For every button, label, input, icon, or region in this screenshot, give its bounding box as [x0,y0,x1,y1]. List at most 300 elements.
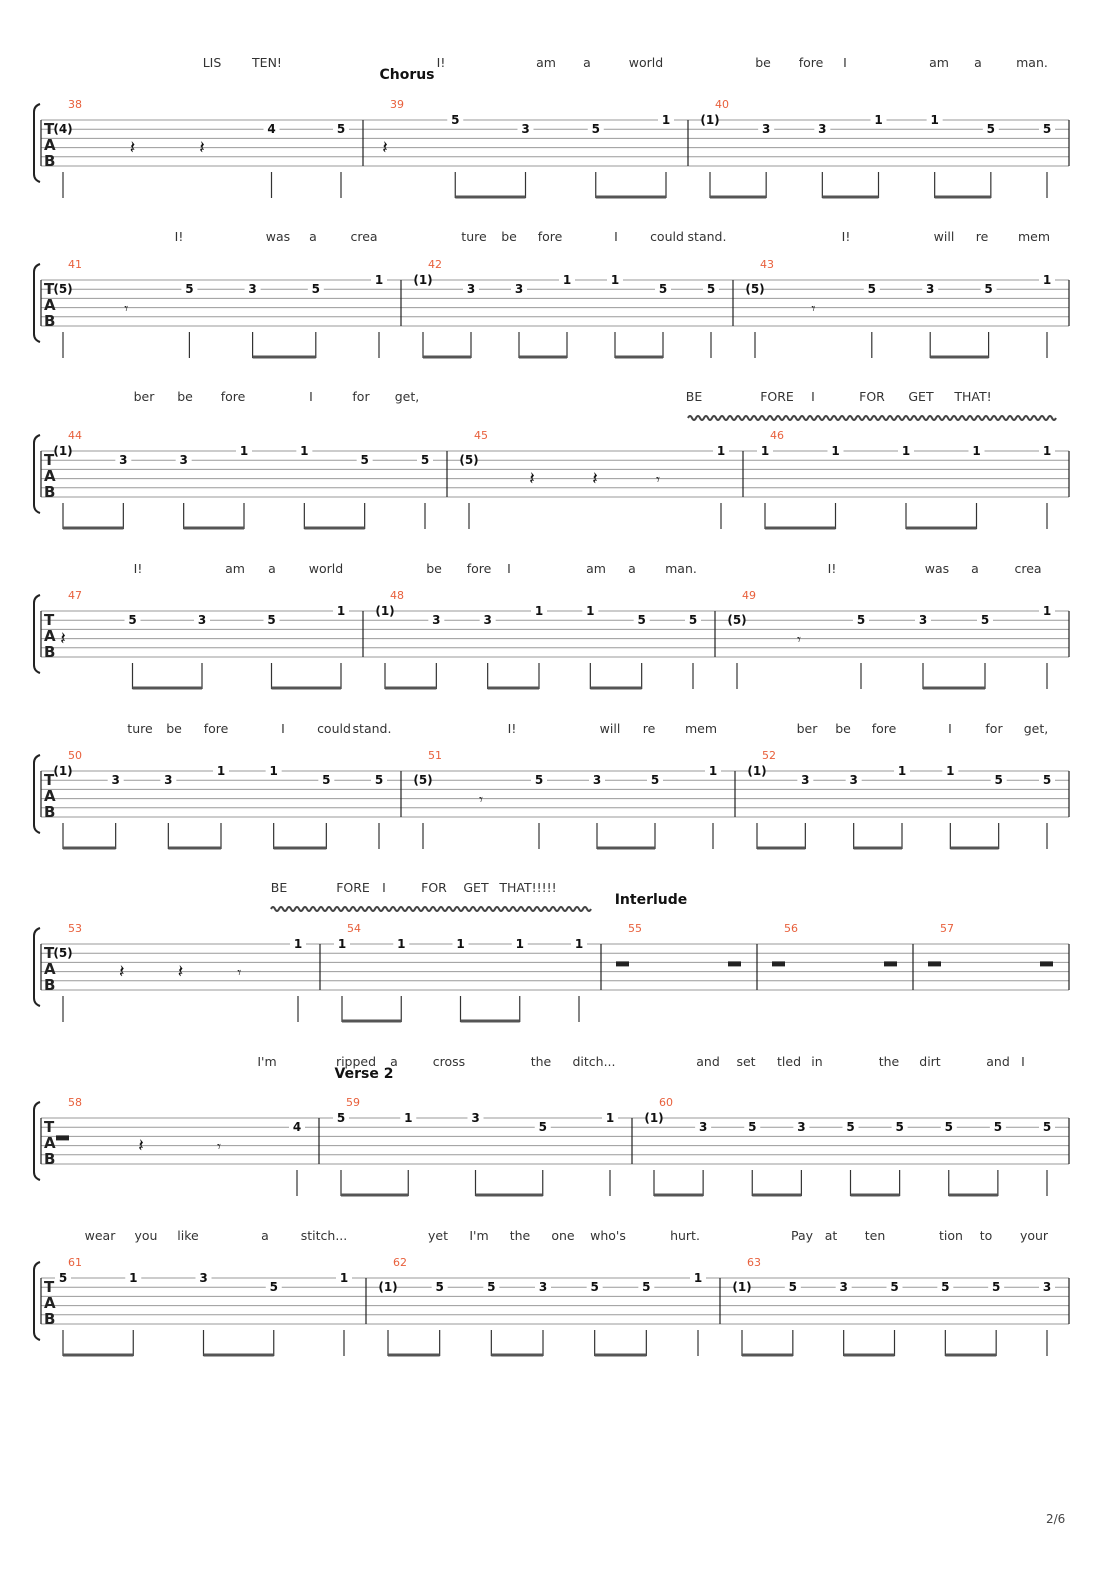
fret-number: 1 [339,1271,349,1285]
fret-number: 5 [748,1120,757,1135]
measure-number: 51 [428,749,442,762]
lyric-syllable: fore [798,55,824,70]
lyric-syllable: yet [428,1228,448,1243]
lyric-syllable: I! [133,561,143,576]
section-label: Chorus [379,67,435,83]
fret-number: (1) [413,273,433,287]
lyric-syllable: I [811,389,815,404]
fret-number: 1 [337,937,347,951]
lyric-syllable: will [599,721,621,736]
fret-number: 5 [941,1280,950,1295]
lyric-syllable: BE [685,389,703,404]
fret-number: 1 [404,1111,413,1125]
page-number: 2/6 [1046,1512,1066,1526]
fret-number: 5 [986,122,996,137]
fret-number: 5 [1042,122,1052,137]
vibrato-line [688,416,1056,420]
lyric-syllable: I! [507,721,517,736]
lyric-syllable: TEN! [252,55,282,70]
fret-number: 3 [801,773,810,788]
fret-number: 5 [311,282,320,297]
lyric-syllable: be [177,389,193,404]
fret-number: 5 [846,1120,855,1135]
fret-number: 5 [658,282,668,297]
lyric-syllable: and [696,1054,720,1069]
eighth-rest: 𝄾 [656,470,660,489]
lyric-syllable: I! [436,55,446,70]
fret-number: (1) [375,604,395,618]
fret-number: 5 [944,1120,953,1135]
fret-number: 1 [534,604,544,618]
eighth-rest: 𝄾 [217,1137,221,1156]
lyric-syllable: ture [461,229,487,244]
fret-number: 5 [336,1111,346,1125]
lyric-syllable: like [177,1228,199,1243]
tab-clef-letter: T [44,944,55,962]
lyric-syllable: LIS [202,55,222,70]
tab-clef-letter: B [44,312,56,330]
fret-number: 1 [293,937,303,951]
lyric-syllable: set [736,1054,756,1069]
fret-number: 5 [58,1271,68,1285]
lyric-syllable: get, [1023,721,1049,736]
fret-number: 5 [185,282,194,297]
lyric-syllable: the [509,1228,531,1243]
eighth-rest: 𝄾 [811,299,816,318]
lyric-syllable: am [929,55,949,70]
quarter-rest: 𝄽 [118,961,125,983]
tab-clef-letter: A [44,960,56,978]
lyric-syllable: GET [463,880,489,895]
fret-number: (1) [53,444,73,458]
fret-number: 1 [129,1271,138,1285]
fret-number: 5 [322,773,331,788]
lyric-syllable: I [843,55,847,70]
lyric-syllable: I [948,721,952,736]
fret-number: 1 [1042,444,1052,458]
lyric-syllable: ten [864,1228,886,1243]
fret-number: 4 [292,1120,302,1135]
quarter-rest: 𝄽 [382,137,388,159]
fret-number: 3 [514,282,524,297]
lyric-syllable: a [974,55,982,70]
measure-number: 56 [784,922,798,935]
tab-clef-letter: T [44,120,55,138]
lyric-syllable: I [614,229,618,244]
measure-number: 39 [390,98,404,111]
fret-number: 5 [890,1280,899,1295]
tab-clef-letter: T [44,1278,55,1296]
lyric-syllable: at [824,1228,838,1243]
lyric-syllable: I! [174,229,184,244]
fret-number: 5 [360,453,369,468]
fret-number: (5) [459,453,479,468]
lyric-syllable: to [979,1228,993,1243]
lyric-syllable: FOR [859,389,885,404]
tab-clef-letter: A [44,467,56,485]
fret-number: 1 [693,1271,703,1285]
lyric-syllable: I! [827,561,837,576]
system-bracket [34,755,40,833]
lyric-syllable: the [530,1054,552,1069]
lyric-syllable: FORE [336,880,370,895]
tab-clef-letter: A [44,1134,56,1152]
lyric-syllable: stitch... [300,1228,348,1243]
fret-number: 5 [980,613,990,628]
fret-number: 5 [856,613,866,628]
half-rest [884,961,897,966]
fret-number: (5) [413,773,433,788]
lyric-syllable: hurt. [670,1228,700,1243]
lyric-syllable: world [308,561,344,576]
fret-number: 3 [111,773,120,788]
lyric-syllable: am [586,561,606,576]
fret-number: 3 [248,282,257,297]
fret-number: 5 [374,773,384,788]
measure-number: 44 [68,429,82,442]
quarter-rest: 𝄽 [199,137,205,159]
vibrato-line [271,907,591,911]
fret-number: 1 [760,444,770,458]
quarter-rest: 𝄽 [529,468,535,490]
lyric-syllable: you [134,1228,158,1243]
fret-number: (1) [700,113,720,127]
measure-number: 40 [715,98,729,111]
fret-number: 3 [1042,1280,1052,1295]
fret-number: 5 [642,1280,651,1295]
lyric-syllable: could [650,229,684,244]
lyric-syllable: I [281,721,285,736]
lyric-syllable: stand. [352,721,392,736]
fret-number: 5 [538,1120,547,1135]
tab-clef-letter: T [44,451,55,469]
fret-number: 1 [397,937,406,951]
system-bracket [34,264,40,342]
fret-number: 5 [650,773,660,788]
fret-number: 1 [874,113,883,127]
fret-number: 5 [788,1280,798,1295]
fret-number: 3 [538,1280,548,1295]
fret-number: 3 [698,1120,708,1135]
lyric-syllable: crea [350,229,378,244]
lyric-syllable: fore [871,721,897,736]
half-rest [728,961,741,966]
fret-number: 5 [991,1280,1001,1295]
fret-number: 5 [591,122,600,137]
lyric-syllable: fore [220,389,246,404]
fret-number: 5 [1042,773,1052,788]
fret-number: (5) [745,282,765,297]
tab-clef-letter: A [44,787,56,805]
fret-number: 5 [867,282,876,297]
measure-number: 41 [68,258,82,271]
fret-number: 4 [267,122,276,137]
half-rest [928,961,941,966]
fret-number: 3 [179,453,188,468]
lyric-syllable: re [642,721,656,736]
lyric-syllable: one [551,1228,575,1243]
fret-number: 1 [515,937,524,951]
lyric-syllable: a [261,1228,269,1243]
fret-number: (1) [747,764,767,778]
fret-number: 5 [267,613,276,628]
quarter-rest: 𝄽 [60,628,66,650]
eighth-rest: 𝄾 [479,790,483,809]
fret-number: 3 [839,1280,848,1295]
measure-number: 53 [68,922,82,935]
lyric-syllable: was [265,229,291,244]
fret-number: (5) [53,946,73,961]
fret-number: 3 [164,773,173,788]
lyric-syllable: your [1019,1228,1049,1243]
measure-number: 50 [68,749,82,762]
tab-clef-letter: B [44,152,56,170]
lyric-syllable: Pay [790,1228,814,1243]
lyric-syllable: FORE [760,389,794,404]
fret-number: 5 [984,282,993,297]
half-rest [1040,961,1053,966]
system-bracket [34,104,40,182]
lyric-syllable: FOR [421,880,447,895]
fret-number: 5 [1042,1120,1052,1135]
lyric-syllable: and [986,1054,1010,1069]
fret-number: 5 [688,613,698,628]
lyric-syllable: was [924,561,950,576]
fret-number: 5 [994,773,1003,788]
quarter-rest: 𝄽 [177,961,184,983]
fret-number: 3 [432,613,441,628]
fret-number: (5) [53,282,73,297]
section-label: Interlude [614,892,688,908]
lyric-syllable: tion [939,1228,963,1243]
fret-number: 1 [1042,273,1052,287]
fret-number: 3 [849,773,858,788]
tab-clef-letter: B [44,1150,56,1168]
fret-number: 5 [534,773,544,788]
measure-number: 42 [428,258,442,271]
fret-number: 1 [239,444,249,458]
fret-number: 3 [761,122,771,137]
fret-number: (5) [727,613,747,628]
fret-number: 5 [706,282,716,297]
lyric-syllable: for [985,721,1003,736]
lyric-syllable: be [501,229,517,244]
lyric-syllable: get, [394,389,420,404]
measure-number: 62 [393,1256,407,1269]
measure-number: 63 [747,1256,761,1269]
system-bracket [34,928,40,1006]
fret-number: 1 [574,937,584,951]
lyric-syllable: will [933,229,955,244]
fret-number: 3 [797,1120,806,1135]
system-bracket [34,1262,40,1340]
measure-number: 48 [390,589,404,602]
fret-number: 1 [661,113,671,127]
lyric-syllable: tled [777,1054,801,1069]
tab-clef-letter: A [44,296,56,314]
lyric-syllable: fore [203,721,229,736]
measure-number: 54 [347,922,361,935]
lyric-syllable: mem [684,721,718,736]
tab-clef-letter: T [44,611,55,629]
tab-clef-letter: B [44,803,56,821]
measure-number: 46 [770,429,784,442]
section-label: Verse 2 [334,1066,394,1082]
lyric-syllable: ditch... [572,1054,616,1069]
lyric-syllable: stand. [687,229,727,244]
fret-number: 3 [119,453,128,468]
fret-number: 5 [487,1280,496,1295]
fret-number: 1 [374,273,384,287]
lyric-syllable: BE [270,880,288,895]
measure-number: 49 [742,589,756,602]
fret-number: 3 [926,282,935,297]
fret-number: 3 [466,282,476,297]
fret-number: (1) [732,1280,752,1295]
fret-number: 1 [216,764,226,778]
lyric-syllable: man. [665,561,697,576]
fret-number: 1 [300,444,309,458]
fret-number: 1 [336,604,346,618]
fret-number: 1 [946,764,955,778]
fret-number: 1 [897,764,907,778]
fret-number: 5 [895,1120,904,1135]
lyric-syllable: I [382,880,386,895]
fret-number: 1 [901,444,911,458]
lyric-syllable: I! [841,229,851,244]
fret-number: 5 [435,1280,444,1295]
fret-number: 1 [605,1111,615,1125]
fret-number: (1) [53,764,73,778]
lyric-syllable: a [268,561,276,576]
fret-number: 1 [831,444,840,458]
measure-number: 43 [760,258,774,271]
lyric-syllable: I'm [257,1054,277,1069]
measure-number: 47 [68,589,82,602]
measure-number: 58 [68,1096,82,1109]
lyric-syllable: dirt [919,1054,941,1069]
lyric-syllable: THAT! [954,389,992,404]
lyric-syllable: a [309,229,317,244]
fret-number: 3 [483,613,492,628]
quarter-rest: 𝄽 [138,1135,144,1157]
system-bracket [34,595,40,673]
measure-number: 45 [474,429,488,442]
tab-clef-letter: A [44,1294,56,1312]
lyric-syllable: wear [84,1228,116,1243]
tab-clef-letter: T [44,280,55,298]
lyric-syllable: the [878,1054,900,1069]
system-bracket [34,1102,40,1180]
lyric-syllable: fore [537,229,563,244]
fret-number: 1 [708,764,718,778]
fret-number: 5 [420,453,430,468]
fret-number: 5 [269,1280,278,1295]
fret-number: 3 [197,613,207,628]
tab-clef-letter: B [44,643,56,661]
lyric-syllable: I [507,561,511,576]
lyric-syllable: THAT!!!!! [499,880,557,895]
tab-clef-letter: B [44,976,56,994]
lyric-syllable: could [317,721,351,736]
measure-number: 60 [659,1096,673,1109]
lyric-syllable: fore [466,561,492,576]
tab-clef-letter: T [44,771,55,789]
eighth-rest: 𝄾 [237,963,242,982]
lyric-syllable: I [309,389,313,404]
lyric-syllable: re [975,229,989,244]
lyric-syllable: mem [1017,229,1051,244]
lyric-syllable: cross [432,1054,466,1069]
fret-number: 3 [521,122,530,137]
eighth-rest: 𝄾 [124,299,129,318]
fret-number: 5 [451,113,460,127]
lyric-syllable: man. [1016,55,1048,70]
fret-number: (4) [53,122,73,137]
lyric-syllable: in [811,1054,823,1069]
lyric-syllable: world [628,55,664,70]
lyric-syllable: a [628,561,636,576]
lyric-syllable: who's [590,1228,626,1243]
fret-number: 1 [610,273,620,287]
fret-number: 3 [471,1111,480,1125]
fret-number: 1 [1042,604,1052,618]
lyric-syllable: for [352,389,370,404]
fret-number: 1 [930,113,939,127]
lyric-syllable: ber [133,389,155,404]
fret-number: 1 [456,937,465,951]
tab-clef-letter: B [44,1310,56,1328]
lyric-syllable: GET [908,389,934,404]
fret-number: 5 [993,1120,1003,1135]
fret-number: 5 [128,613,137,628]
tab-clef-letter: A [44,627,56,645]
lyric-syllable: be [755,55,771,70]
half-rest [616,961,629,966]
measure-number: 59 [346,1096,360,1109]
lyric-syllable: be [426,561,442,576]
tab-clef-letter: B [44,483,56,501]
system-bracket [34,435,40,513]
fret-number: 3 [918,613,928,628]
lyric-syllable: ber [796,721,818,736]
lyric-syllable: a [583,55,591,70]
lyric-syllable: be [166,721,182,736]
lyric-syllable: am [225,561,245,576]
fret-number: 3 [199,1271,208,1285]
tab-clef-letter: T [44,1118,55,1136]
lyric-syllable: crea [1014,561,1042,576]
measure-number: 57 [940,922,954,935]
lyric-syllable: a [971,561,979,576]
measure-number: 38 [68,98,82,111]
fret-number: 1 [716,444,726,458]
fret-number: (1) [378,1280,398,1295]
fret-number: 5 [336,122,346,137]
fret-number: (1) [644,1111,664,1125]
lyric-syllable: I'm [469,1228,489,1243]
lyric-syllable: be [835,721,851,736]
fret-number: 1 [562,273,572,287]
fret-number: 1 [586,604,595,618]
measure-number: 55 [628,922,642,935]
quarter-rest: 𝄽 [592,468,598,490]
lyric-syllable: I [1021,1054,1025,1069]
half-rest [56,1135,69,1140]
fret-number: 5 [637,613,646,628]
quarter-rest: 𝄽 [129,137,136,159]
measure-number: 52 [762,749,776,762]
